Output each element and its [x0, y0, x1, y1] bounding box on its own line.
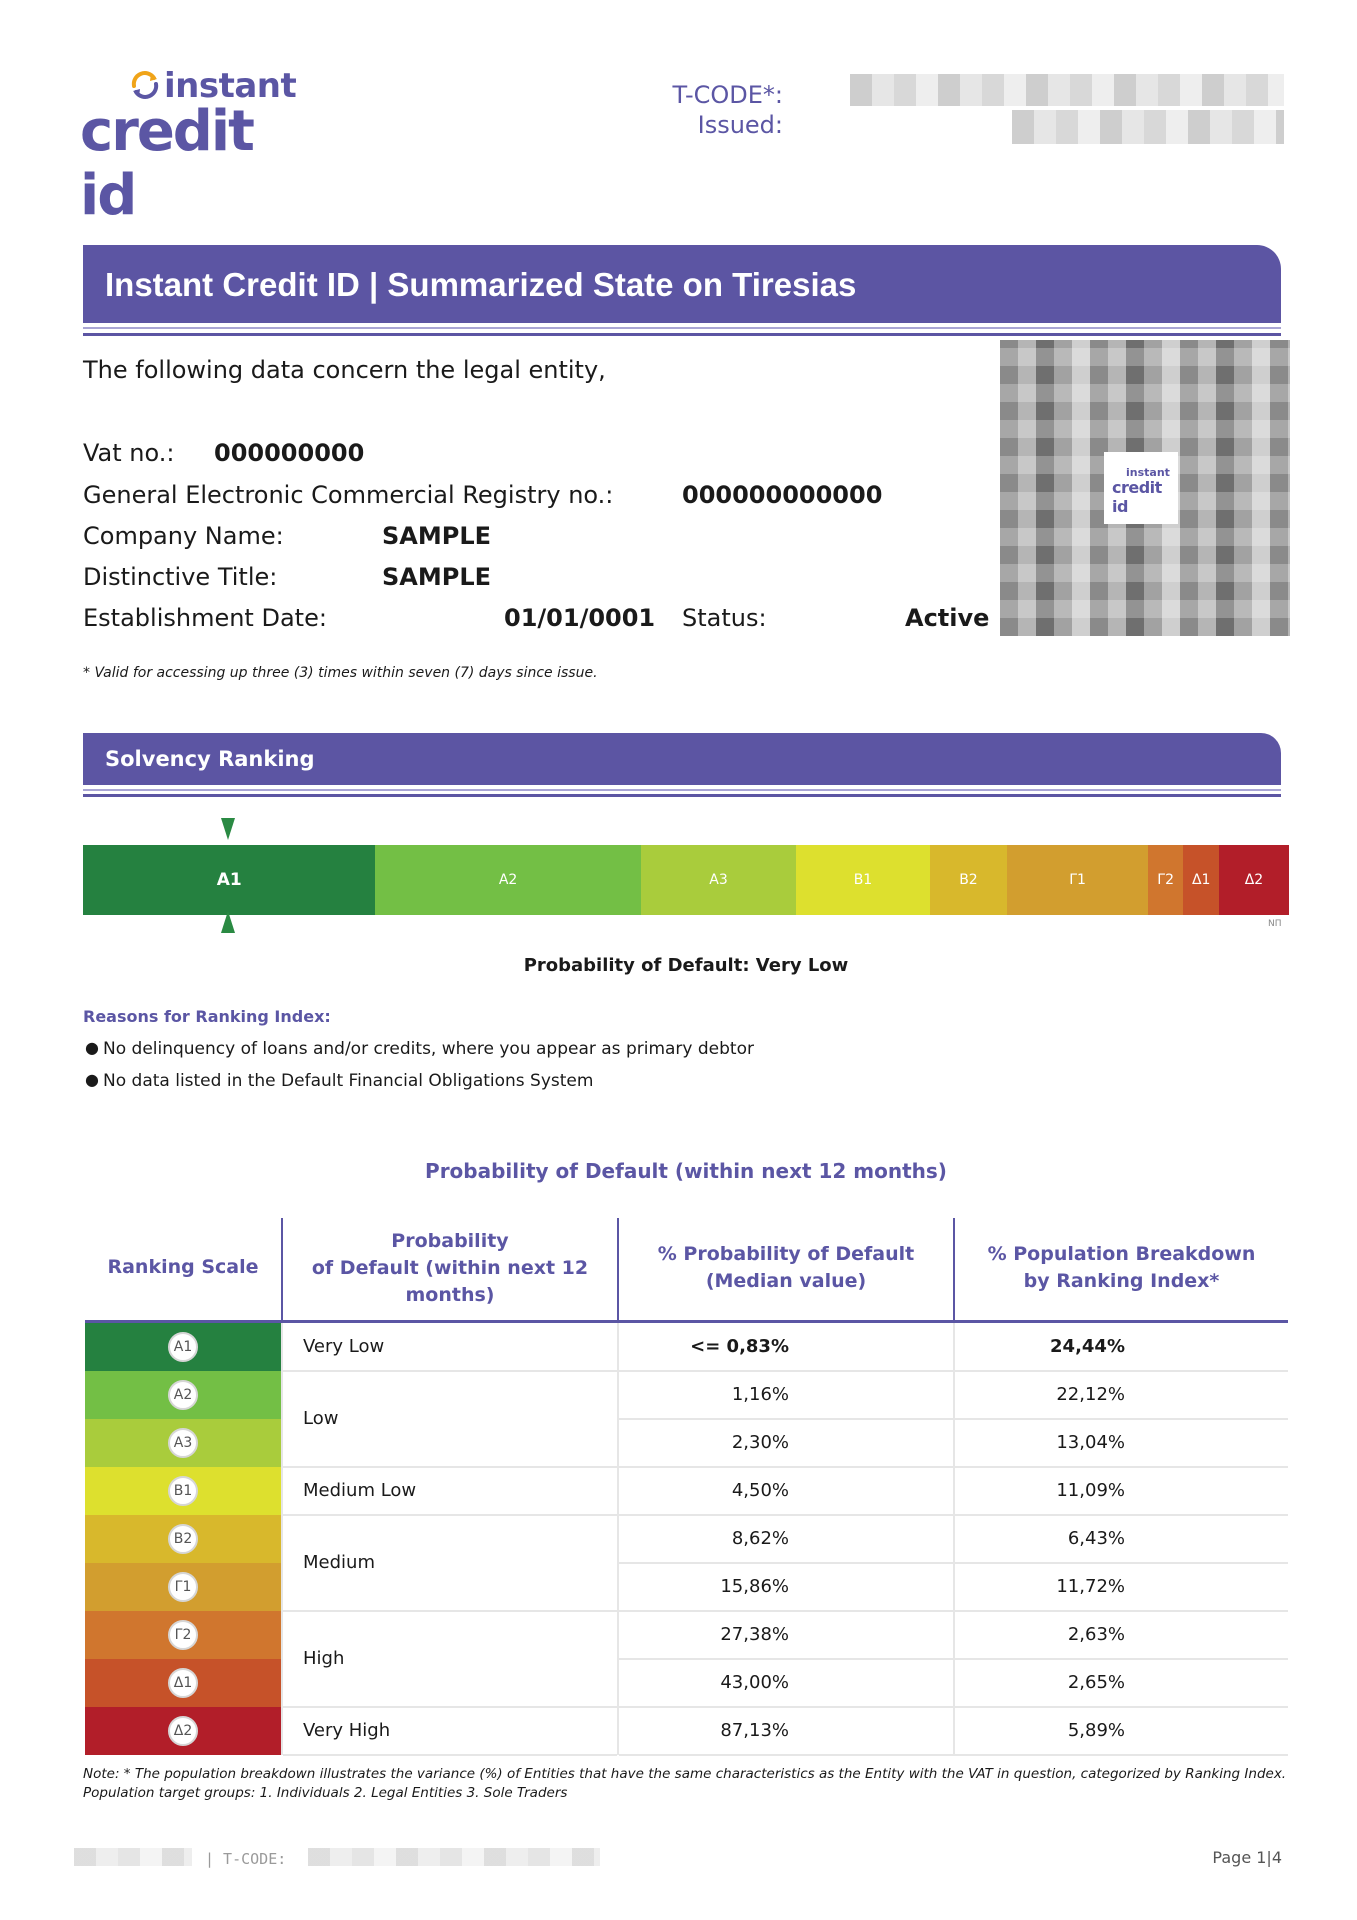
ranking-segment-5: Γ1 — [1007, 845, 1147, 915]
company-name-value: SAMPLE — [382, 522, 492, 550]
entity-intro: The following data concern the legal entity, — [83, 356, 606, 384]
scale-cell — [85, 1467, 281, 1515]
population-value: 5,89% — [1067, 1720, 1125, 1741]
title-rule-1 — [83, 327, 1281, 329]
category-separator — [283, 1370, 617, 1372]
status-label: Status: — [682, 604, 767, 632]
grade-badge: Δ1 — [168, 1668, 198, 1698]
footer-redacted-left — [74, 1848, 192, 1866]
population-value: 11,72% — [1056, 1576, 1125, 1597]
qr-center-logo — [1104, 452, 1178, 524]
probability-category: Low — [303, 1408, 339, 1429]
median-value: 1,16% — [731, 1384, 789, 1405]
logo-text-credit-id: credit id — [80, 99, 253, 228]
header-population-line2: by Ranking Index* — [1023, 1270, 1220, 1292]
median-value: 43,00% — [720, 1672, 789, 1693]
establishment-date-label: Establishment Date: — [83, 604, 327, 632]
tcode-label: T-CODE*: — [672, 81, 783, 109]
company-name-label: Company Name: — [83, 522, 284, 550]
ranking-segment-7: Δ1 — [1183, 845, 1219, 915]
qr-code — [1000, 340, 1290, 636]
scale-cell — [85, 1707, 281, 1755]
selected-marker-top-icon — [221, 818, 235, 840]
footer-tcode-redacted — [308, 1848, 600, 1866]
ranking-segment-6: Γ2 — [1148, 845, 1184, 915]
gemi-value: 000000000000 — [682, 481, 883, 509]
median-value: 8,62% — [731, 1528, 789, 1549]
ranking-segment-4: B2 — [930, 845, 1008, 915]
header-median — [619, 1241, 953, 1295]
scale-cell — [85, 1371, 281, 1419]
header-median-line1: % Probability of Default — [657, 1243, 915, 1265]
bullet-icon: ● — [85, 1070, 99, 1089]
qr-logo-text-credit-id: credit id — [1112, 478, 1162, 516]
grade-badge: A3 — [168, 1428, 198, 1458]
refresh-swirl-icon — [130, 70, 160, 100]
footer-tcode-label: | T-CODE: — [205, 1850, 287, 1868]
gemi-label: General Electronic Commercial Registry no.: — [83, 481, 614, 509]
tcode-redacted — [850, 74, 1284, 106]
median-value: 4,50% — [731, 1480, 789, 1501]
population-note — [83, 1765, 1293, 1803]
page-number: Page 1|4 — [1212, 1848, 1282, 1867]
header-median-line2: (Median value) — [705, 1270, 867, 1292]
reason-text: No data listed in the Default Financial Obligations System — [103, 1071, 594, 1091]
probability-category: Medium — [303, 1552, 375, 1573]
ranking-segment-1: A2 — [375, 845, 640, 915]
ranking-segment-8: Δ2 — [1219, 845, 1289, 915]
page-title: Instant Credit ID | Summarized State on Tiresias — [105, 266, 857, 303]
status-value: Active — [905, 604, 990, 632]
column-separator — [617, 1323, 619, 1755]
probability-category: Very Low — [303, 1336, 385, 1357]
category-separator — [283, 1610, 617, 1612]
table-header — [85, 1218, 1288, 1320]
header-probability-line2: of Default (within next 12 — [311, 1257, 589, 1279]
category-separator — [283, 1514, 617, 1516]
np-label: NΠ — [1268, 919, 1282, 929]
grade-badge: B2 — [168, 1524, 198, 1554]
selected-marker-bottom-icon — [221, 911, 235, 933]
grade-badge: B1 — [168, 1476, 198, 1506]
solvency-section-bar — [83, 733, 1281, 785]
solvency-ranking-bar — [83, 845, 1289, 915]
reason-text: No delinquency of loans and/or credits, where you appear as primary debtor — [103, 1039, 754, 1059]
median-value: <= 0,83% — [690, 1336, 789, 1357]
population-note-line2: Population target groups: 1. Individuals 2. Legal Entities 3. Sole Traders — [83, 1785, 568, 1801]
grade-badge: Γ2 — [168, 1620, 198, 1650]
category-separator — [283, 1706, 617, 1708]
issued-label: Issued: — [697, 111, 783, 139]
probability-of-default-line: Probability of Default: Very Low — [523, 955, 849, 976]
vat-label: Vat no.: — [83, 439, 175, 467]
bullet-icon: ● — [85, 1038, 99, 1057]
probability-category: High — [303, 1648, 345, 1669]
distinctive-title-value: SAMPLE — [382, 563, 492, 591]
probability-category: Very High — [303, 1720, 391, 1741]
qr-logo-text-instant: instant — [1126, 466, 1170, 479]
header-ranking-scale: Ranking Scale — [107, 1256, 259, 1278]
table-title: Probability of Default (within next 12 months) — [425, 1159, 947, 1183]
population-value: 2,63% — [1067, 1624, 1125, 1645]
vat-value: 000000000 — [214, 439, 365, 467]
population-value: 13,04% — [1056, 1432, 1125, 1453]
logo-text-instant: instant — [164, 66, 297, 106]
median-value: 15,86% — [720, 1576, 789, 1597]
population-value: 22,12% — [1056, 1384, 1125, 1405]
header-probability — [283, 1228, 617, 1309]
solvency-rule-2 — [83, 794, 1281, 797]
header-probability-line1: Probability — [391, 1230, 509, 1252]
column-separator — [953, 1323, 955, 1755]
scale-cell — [85, 1419, 281, 1467]
probability-category: Medium Low — [303, 1480, 417, 1501]
title-bar — [83, 245, 1281, 323]
reasons-title: Reasons for Ranking Index: — [83, 1007, 331, 1026]
scale-cell — [85, 1323, 281, 1371]
grade-badge: A2 — [168, 1380, 198, 1410]
validity-note: * Valid for accessing up three (3) times within seven (7) days since issue. — [83, 665, 598, 681]
category-separator — [283, 1466, 617, 1468]
ranking-segment-2: A3 — [641, 845, 797, 915]
header-probability-line3: months) — [405, 1284, 495, 1306]
scale-cell — [85, 1659, 281, 1707]
population-value: 6,43% — [1067, 1528, 1125, 1549]
ranking-segment-3: B1 — [796, 845, 929, 915]
scale-cell — [85, 1611, 281, 1659]
grade-badge: Γ1 — [168, 1572, 198, 1602]
scale-cell — [85, 1515, 281, 1563]
median-value: 27,38% — [720, 1624, 789, 1645]
header-population — [955, 1241, 1288, 1295]
grade-badge: A1 — [168, 1332, 198, 1362]
header-population-line1: % Population Breakdown — [987, 1243, 1256, 1265]
population-value: 2,65% — [1067, 1672, 1125, 1693]
instant-credit-id-logo — [80, 66, 300, 228]
solvency-rule-1 — [83, 789, 1281, 791]
population-note-line1: Note: * The population breakdown illustrates the variance (%) of Entities that have the same characteristics as the Entity with the VAT in question, categorized by Ranking Index. — [83, 1766, 1287, 1782]
distinctive-title-label: Distinctive Title: — [83, 563, 278, 591]
median-value: 87,13% — [720, 1720, 789, 1741]
median-value: 2,30% — [731, 1432, 789, 1453]
table-body — [85, 1323, 1288, 1755]
establishment-date-value: 01/01/0001 — [504, 604, 656, 632]
title-rule-2 — [83, 333, 1281, 336]
column-separator — [281, 1323, 283, 1755]
population-value: 11,09% — [1056, 1480, 1125, 1501]
issued-redacted — [1012, 110, 1284, 144]
ranking-segment-0: A1 — [83, 845, 375, 915]
grade-badge: Δ2 — [168, 1716, 198, 1746]
category-separator — [283, 1754, 617, 1756]
scale-cell — [85, 1563, 281, 1611]
solvency-title: Solvency Ranking — [105, 747, 315, 771]
population-value: 24,44% — [1050, 1336, 1125, 1357]
